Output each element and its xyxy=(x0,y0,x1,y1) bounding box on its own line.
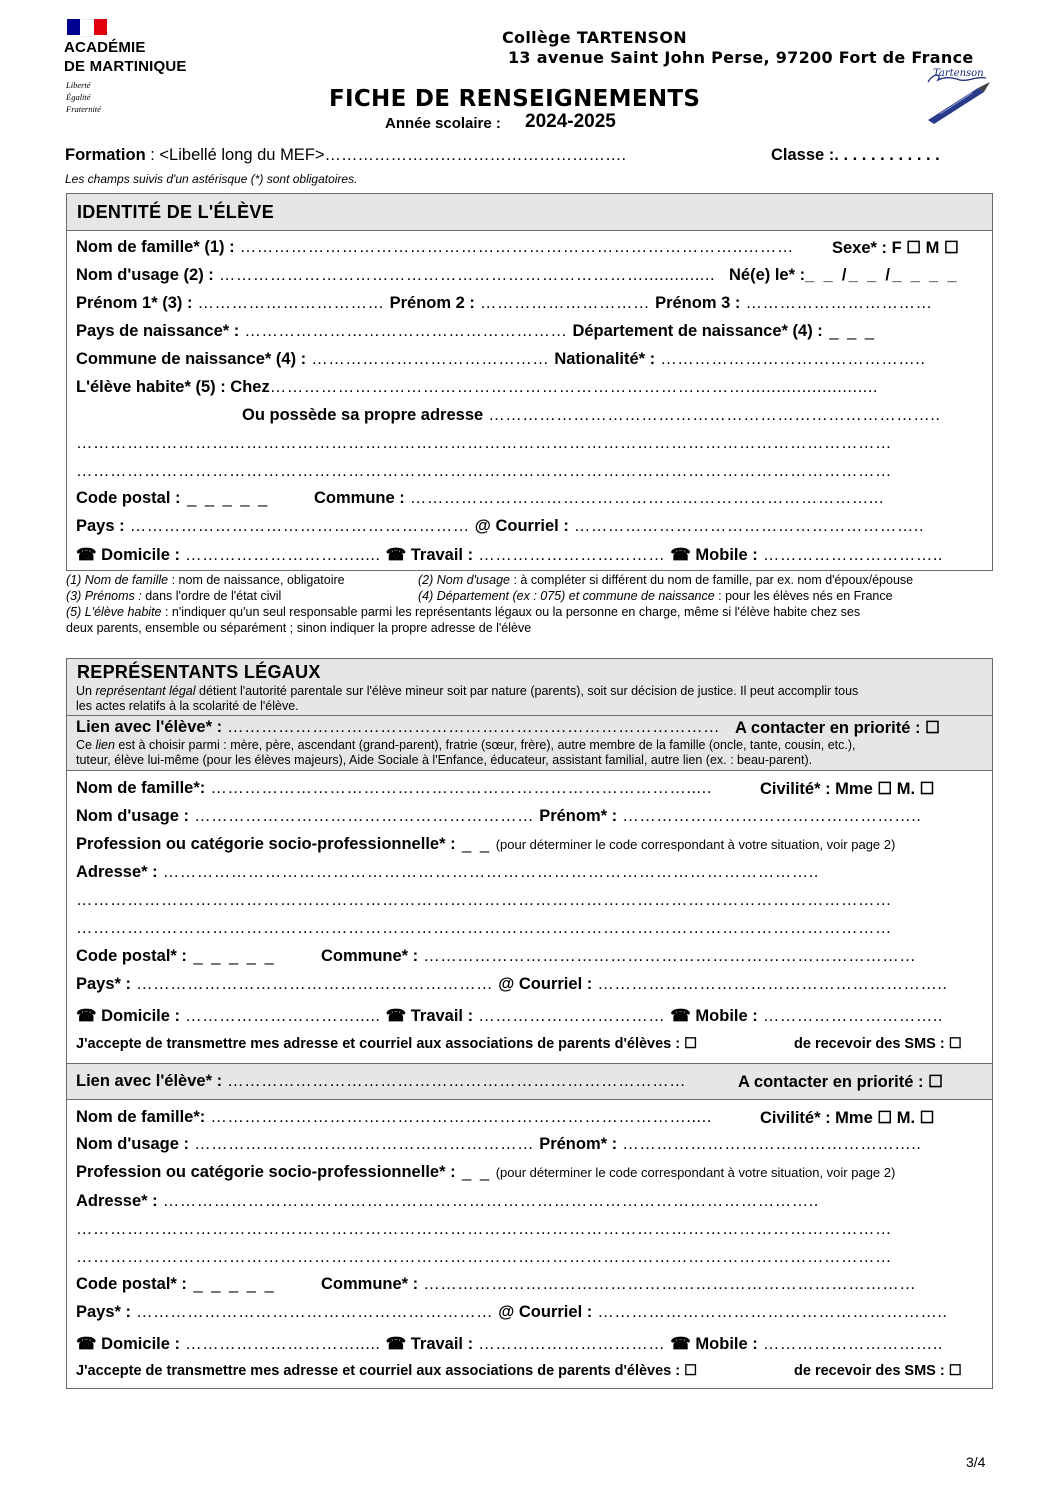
resp1-commune-field[interactable]: …………………………………………………………………………… xyxy=(418,947,917,965)
representants-intro: Un représentant légal détient l'autorité parentale sur l'élève mineur soit par nature (parents), soit sur décision de justice. Il peut accomplir tous les actes relatifs à la scolarité de l'élève. xyxy=(76,684,859,713)
resp1-nom-usage-field[interactable]: …………………………………………………… xyxy=(189,807,540,825)
resp2-prenom-field[interactable]: …………………………………………….. xyxy=(617,1135,922,1153)
eleve-mobile-label: ☎ Mobile : xyxy=(670,546,758,564)
resp1-lien-note: Ce lien est à choisir parmi : mère, père, ascendant (grand-parent), fratrie (sœur, frère), autre membre de la famille (oncle, tante, cousin, etc.), tuteur, élève lui-même (pour les élèves majeurs), Aide Sociale à l'Enfance, éducateur, assistant familial, autre lien (ex. : beau-parent). xyxy=(76,738,856,767)
eleve-code-postal-field[interactable]: _ _ _ _ _ xyxy=(180,489,270,507)
resp2-address-line-2[interactable]: ……………………………………………………………………………………………………………………………… xyxy=(76,1248,892,1266)
resp1-courriel-label: @ Courriel : xyxy=(498,975,593,993)
school-name: Collège TARTENSON xyxy=(502,28,687,47)
resp2-accept-sms[interactable]: de recevoir des SMS : ☐ xyxy=(794,1363,962,1379)
resp2-commune-field[interactable]: …………………………………………………………………………… xyxy=(418,1275,917,1293)
resp2-nom-famille-row xyxy=(76,1108,712,1127)
eleve-ne-le-row xyxy=(729,266,959,285)
resp2-code-postal-field[interactable]: _ _ _ _ _ xyxy=(186,1275,276,1293)
resp1-pays-row xyxy=(76,975,948,994)
eleve-pays-row xyxy=(76,517,924,536)
resp1-lien-field[interactable]: …………………………………………………………………………… xyxy=(222,718,721,736)
formation-value[interactable]: : <Libellé long du MEF>………………………………………………. xyxy=(145,146,627,164)
resp2-courriel-field[interactable]: …………………………………………………….. xyxy=(592,1303,948,1321)
resp1-mobile-label: ☎ Mobile : xyxy=(670,1007,758,1025)
footnote-3: (3) Prénoms : dans l'ordre de l'état civil xyxy=(66,589,282,603)
resp1-code-postal-row xyxy=(76,947,276,966)
resp1-nom-usage-row xyxy=(76,807,921,826)
footnote-2: (2) Nom d'usage : à compléter si différent du nom de famille, par ex. nom d'époux/épouse xyxy=(418,573,914,587)
resp1-pays-field[interactable]: ……………………………………………………… xyxy=(131,975,499,993)
resp2-domicile-label: ☎ Domicile : xyxy=(76,1335,180,1353)
eleve-dept-field[interactable]: _ _ _ xyxy=(822,322,877,340)
resp2-nom-famille-field[interactable]: …………………………………………………………………………..... xyxy=(205,1108,712,1126)
school-year-label: Année scolaire : xyxy=(385,115,501,132)
resp2-code-postal-row xyxy=(76,1275,276,1294)
resp1-phones-row xyxy=(76,1006,943,1026)
school-year-value: 2024-2025 xyxy=(525,111,616,132)
resp1-nom-usage-label: Nom d'usage : xyxy=(76,807,190,825)
eleve-nom-famille-label: Nom de famille* (1) : xyxy=(76,238,235,256)
eleve-commune-label: Commune : xyxy=(314,489,405,507)
resp1-commune-label: Commune* : xyxy=(321,947,419,965)
eleve-nom-famille-row xyxy=(76,238,794,257)
resp2-adresse-row xyxy=(76,1192,819,1211)
resp1-travail-label: ☎ Travail : xyxy=(385,1007,474,1025)
eleve-nom-usage-field[interactable]: ………………………………………………………………….............. xyxy=(213,266,716,284)
resp2-domicile-field[interactable]: …………………………..... xyxy=(180,1335,386,1353)
logo-line1: ACADÉMIE xyxy=(64,39,146,56)
signature-pen-icon xyxy=(920,66,1000,126)
eleve-prenom3-field[interactable]: …………………………… xyxy=(740,294,933,312)
resp1-mobile-field[interactable]: ………………………….. xyxy=(757,1007,944,1025)
resp2-address-line-1[interactable]: ……………………………………………………………………………………………………………………………… xyxy=(76,1220,892,1238)
eleve-commune-naissance-label: Commune de naissance* (4) : xyxy=(76,350,307,368)
resp1-priorite[interactable]: A contacter en priorité : ☐ xyxy=(735,719,940,737)
eleve-travail-field[interactable]: …………………………… xyxy=(473,546,671,564)
resp2-lien-field[interactable]: ……………………………………………………………………… xyxy=(222,1072,687,1090)
representants-header xyxy=(66,658,993,716)
eleve-ne-le-label: Né(e) le* : xyxy=(729,266,806,284)
school-address: 13 avenue Saint John Perse, 97200 Fort de France xyxy=(508,48,974,67)
resp1-code-postal-label: Code postal* : xyxy=(76,947,187,965)
formation-label: Formation xyxy=(65,146,146,164)
representants-title: REPRÉSENTANTS LÉGAUX xyxy=(77,662,321,682)
footnote-4: (4) Département (ex : 075) et commune de naissance : pour les élèves nés en France xyxy=(418,589,893,603)
resp1-lien-row xyxy=(76,718,720,737)
eleve-phones-row xyxy=(76,545,943,565)
resp2-nom-usage-row xyxy=(76,1135,921,1154)
eleve-commune-naissance-row xyxy=(76,350,925,369)
footnote-5-cont: deux parents, ensemble ou séparément ; sinon indiquer la propre adresse de l'élève xyxy=(66,621,532,635)
eleve-habite-row xyxy=(76,378,878,397)
resp1-profession-row xyxy=(76,835,895,854)
resp1-accept-sms[interactable]: de recevoir des SMS : ☐ xyxy=(794,1036,962,1052)
resp2-mobile-field[interactable]: ………………………….. xyxy=(757,1335,944,1353)
resp2-profession-field[interactable]: _ _ xyxy=(455,1163,492,1181)
eleve-pays-field[interactable]: …………………………………………………… xyxy=(124,517,475,535)
eleve-prenom1-field[interactable]: …………………………… xyxy=(192,294,390,312)
footnote-5: (5) L'élève habite : n'indiquer qu'un seul responsable parmi les représentants légaux ou la personne en charge, même si l'élève habite chez ses xyxy=(66,605,861,619)
resp2-pays-label: Pays* : xyxy=(76,1303,132,1321)
eleve-domicile-label: ☎ Domicile : xyxy=(76,546,180,564)
signature-text: Tartenson xyxy=(933,68,984,79)
resp2-lien-label: Lien avec l'élève* : xyxy=(76,1072,223,1090)
mandatory-note: Les champs suivis d'un astérisque (*) sont obligatoires. xyxy=(65,172,358,186)
resp2-priorite[interactable]: A contacter en priorité : ☐ xyxy=(738,1073,943,1091)
page-title: FICHE DE RENSEIGNEMENTS xyxy=(329,86,701,112)
resp1-adresse-row xyxy=(76,863,819,882)
eleve-prenom2-label: Prénom 2 : xyxy=(389,294,475,312)
eleve-code-postal-label: Code postal : xyxy=(76,489,181,507)
resp1-domicile-label: ☎ Domicile : xyxy=(76,1007,180,1025)
resp2-nom-usage-field[interactable]: …………………………………………………… xyxy=(189,1135,540,1153)
eleve-address-line-1[interactable]: ……………………………………………………………………………………………………………………………… xyxy=(76,434,892,452)
eleve-commune-row xyxy=(314,489,884,508)
eleve-travail-label: ☎ Travail : xyxy=(385,546,474,564)
academie-logo xyxy=(64,17,194,117)
resp2-accept-associations[interactable]: J'accepte de transmettre mes adresse et courriel aux associations de parents d'élèves : ☐ xyxy=(76,1363,698,1379)
resp1-civilite[interactable]: Civilité* : Mme ☐ M. ☐ xyxy=(760,780,935,798)
eleve-domicile-field[interactable]: …………………………..... xyxy=(180,546,386,564)
eleve-nationalite-field[interactable]: ……………………………………….. xyxy=(655,350,926,368)
resp2-commune-label: Commune* : xyxy=(321,1275,419,1293)
resp2-profession-note: (pour déterminer le code correspondant à votre situation, voir page 2) xyxy=(495,1165,896,1180)
eleve-dept-label: Département de naissance* (4) : xyxy=(572,322,823,340)
eleve-mobile-field[interactable]: ………………………….. xyxy=(757,546,944,564)
eleve-prenom3-label: Prénom 3 : xyxy=(655,294,741,312)
eleve-nom-usage-label: Nom d'usage (2) : xyxy=(76,266,214,284)
resp1-address-line-2[interactable]: ……………………………………………………………………………………………………………………………… xyxy=(76,919,892,937)
resp2-travail-label: ☎ Travail : xyxy=(385,1335,474,1353)
logo-line2: DE MARTINIQUE xyxy=(64,58,187,75)
resp2-adresse-label: Adresse* : xyxy=(76,1192,158,1210)
resp2-commune-row xyxy=(321,1275,916,1294)
eleve-commune-field[interactable]: ………………………………………………………………………... xyxy=(404,489,885,507)
resp1-profession-label: Profession ou catégorie socio-professionnelle* : xyxy=(76,835,456,853)
resp1-domicile-field[interactable]: …………………………..... xyxy=(180,1007,386,1025)
eleve-nom-famille-field[interactable]: ……………………………………………………………………………..……… xyxy=(234,238,794,256)
resp1-lien-label: Lien avec l'élève* : xyxy=(76,718,223,736)
eleve-pays-naissance-field[interactable]: ………………………………………………… xyxy=(239,322,573,340)
resp1-nom-famille-label: Nom de famille*: xyxy=(76,779,206,797)
resp1-courriel-field[interactable]: …………………………………………………….. xyxy=(592,975,948,993)
eleve-prenom2-field[interactable]: ………………………… xyxy=(474,294,656,312)
resp2-mobile-label: ☎ Mobile : xyxy=(670,1335,758,1353)
resp1-commune-row xyxy=(321,947,916,966)
footnote-1: (1) Nom de famille : nom de naissance, obligatoire xyxy=(66,573,345,587)
eleve-commune-naissance-field[interactable]: …………………………………… xyxy=(306,350,555,368)
motto-3: Fraternité xyxy=(66,104,101,114)
resp1-profession-note: (pour déterminer le code correspondant à votre situation, voir page 2) xyxy=(495,837,896,852)
resp1-profession-field[interactable]: _ _ xyxy=(455,835,492,853)
resp2-prenom-label: Prénom* : xyxy=(539,1135,618,1153)
resp2-profession-row xyxy=(76,1163,895,1182)
page-number: 3/4 xyxy=(966,1454,986,1470)
identite-title: IDENTITÉ DE L'ÉLÈVE xyxy=(77,202,275,222)
marianne-flag-icon xyxy=(67,17,107,37)
motto-2: Égalité xyxy=(66,92,91,102)
resp2-profession-label: Profession ou catégorie socio-professionnelle* : xyxy=(76,1163,456,1181)
eleve-habite-field[interactable]: ………………………………………………………………………….......................... xyxy=(269,378,878,396)
resp2-courriel-label: @ Courriel : xyxy=(498,1303,593,1321)
resp1-adresse-label: Adresse* : xyxy=(76,863,158,881)
resp1-adresse-field[interactable]: …………………………………………………………………………………………………….. xyxy=(157,863,819,881)
eleve-courriel-label: @ Courriel : xyxy=(474,517,569,535)
resp2-nom-usage-label: Nom d'usage : xyxy=(76,1135,190,1153)
resp1-nom-famille-field[interactable]: …………………………………………………………………………..... xyxy=(205,779,712,797)
eleve-prenoms-row xyxy=(76,294,932,313)
resp2-nom-famille-label: Nom de famille*: xyxy=(76,1108,206,1126)
eleve-propre-adresse-row xyxy=(242,406,940,425)
resp2-pays-row xyxy=(76,1303,948,1322)
eleve-propre-adresse-label: Ou possède sa propre adresse xyxy=(242,406,484,424)
identite-header xyxy=(66,193,993,231)
resp2-pays-field[interactable]: ……………………………………………………… xyxy=(131,1303,499,1321)
formation-row xyxy=(65,146,626,165)
resp2-lien-row xyxy=(76,1072,686,1091)
eleve-nationalite-label: Nationalité* : xyxy=(554,350,656,368)
eleve-courriel-field[interactable]: …………………………………………………….. xyxy=(568,517,925,535)
eleve-pays-label: Pays : xyxy=(76,517,125,535)
resp1-travail-field[interactable]: …………………………… xyxy=(473,1007,671,1025)
resp1-pays-label: Pays* : xyxy=(76,975,132,993)
resp1-code-postal-field[interactable]: _ _ _ _ _ xyxy=(186,947,276,965)
classe-field[interactable]: . . . . . . . . . . . . xyxy=(834,146,940,164)
eleve-propre-adresse-field[interactable]: …………………………………………………………………….. xyxy=(483,406,941,424)
resp1-accept-associations[interactable]: J'accepte de transmettre mes adresse et courriel aux associations de parents d'élèves : ☐ xyxy=(76,1036,698,1052)
resp2-adresse-field[interactable]: …………………………………………………………………………………………………….. xyxy=(157,1192,819,1210)
eleve-pays-naissance-label: Pays de naissance* : xyxy=(76,322,240,340)
resp1-address-line-1[interactable]: ……………………………………………………………………………………………………………………………… xyxy=(76,891,892,909)
eleve-address-line-2[interactable]: ……………………………………………………………………………………………………………………………… xyxy=(76,462,892,480)
resp2-travail-field[interactable]: …………………………… xyxy=(473,1335,671,1353)
eleve-nom-usage-row xyxy=(76,266,715,285)
resp2-phones-row xyxy=(76,1334,943,1354)
eleve-pays-naissance-row xyxy=(76,322,876,341)
motto-1: Liberté xyxy=(66,80,91,90)
resp1-prenom-label: Prénom* : xyxy=(539,807,618,825)
resp1-prenom-field[interactable]: …………………………………………….. xyxy=(617,807,922,825)
resp2-civilite[interactable]: Civilité* : Mme ☐ M. ☐ xyxy=(760,1109,935,1127)
classe-row xyxy=(771,146,940,165)
eleve-code-postal-row xyxy=(76,489,269,508)
eleve-habite-label: L'élève habite* (5) : Chez xyxy=(76,378,270,396)
classe-label: Classe : xyxy=(771,146,835,164)
resp1-nom-famille-row xyxy=(76,779,712,798)
eleve-sexe[interactable]: Sexe* : F ☐ M ☐ xyxy=(832,239,959,257)
eleve-ne-le-field[interactable]: _ _ /_ _ /_ _ _ _ xyxy=(805,266,959,284)
eleve-prenom1-label: Prénom 1* (3) : xyxy=(76,294,193,312)
resp2-code-postal-label: Code postal* : xyxy=(76,1275,187,1293)
